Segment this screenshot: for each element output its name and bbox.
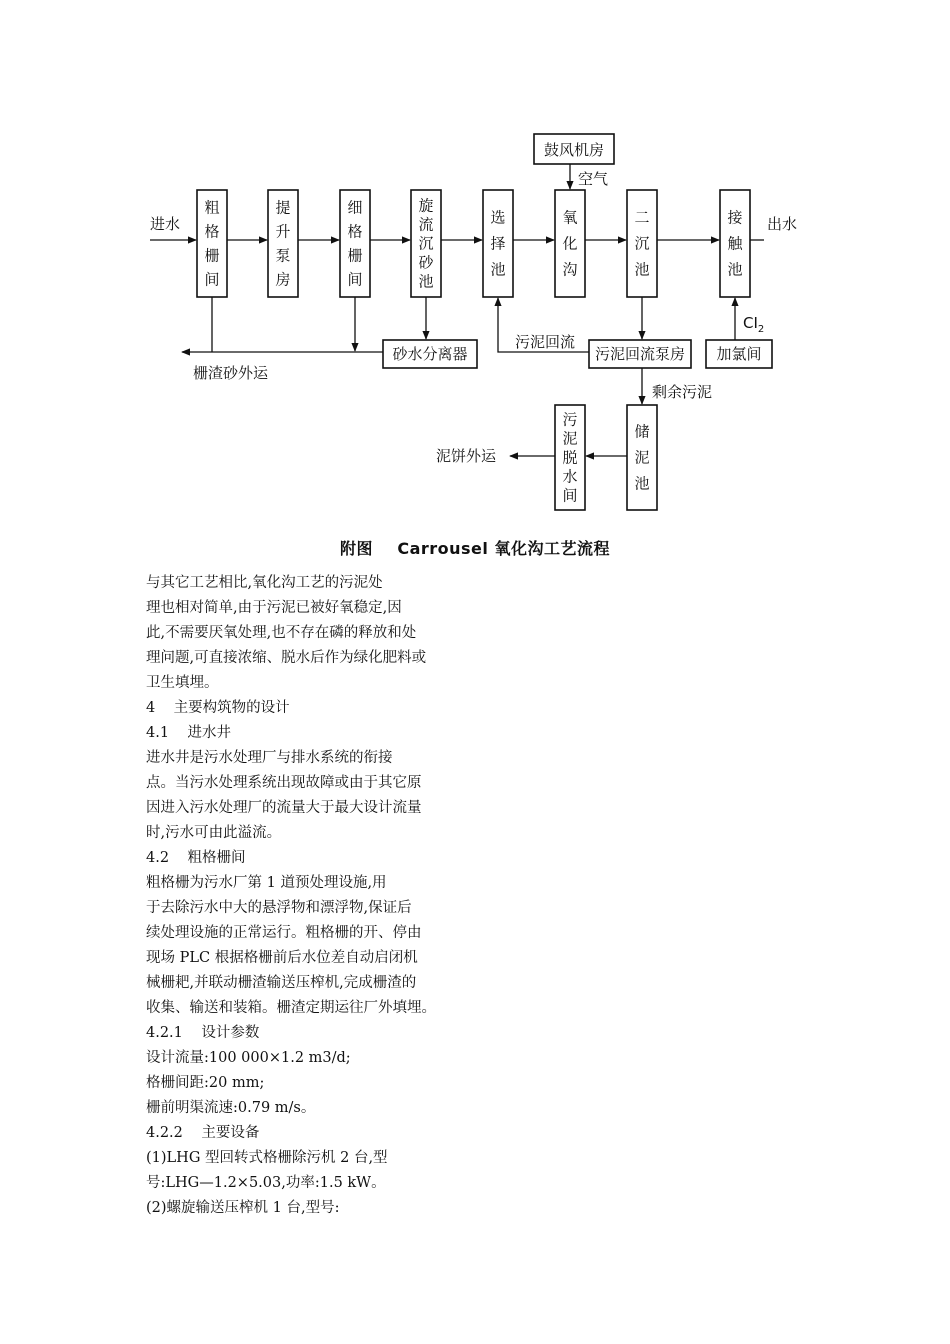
paragraph-line: 栅前明渠流速:0.79 m/s。	[146, 1100, 316, 1116]
figure-caption	[0, 536, 950, 559]
blower-room-label: 鼓风机房	[543, 141, 605, 159]
paragraph-line: 时,污水可由此溢流。	[146, 825, 282, 841]
paragraph-line: 点。当污水处理系统出现故障或由于其它原	[146, 775, 422, 791]
paragraph-line: (2)螺旋输送压榨机 1 台,型号:	[146, 1200, 340, 1216]
chlorine-room-label: 加氯间	[716, 345, 762, 363]
paragraph-line: 此,不需要厌氧处理,也不存在磷的释放和处	[146, 625, 417, 641]
section-heading: 4.2 粗格栅间	[146, 850, 246, 866]
cl2-label: $CI_2$	[743, 314, 765, 335]
paragraph-line: 理问题,可直接浓缩、脱水后作为绿化肥料或	[146, 650, 427, 666]
paragraph-line: 理也相对简单,由于污泥已被好氧稳定,因	[146, 600, 402, 616]
body-text	[146, 571, 866, 1221]
paragraph-line: 格栅间距:20 mm;	[146, 1075, 265, 1091]
caption-title: Carrousel 氧化沟工艺流程	[397, 539, 610, 558]
section-heading: 4 主要构筑物的设计	[146, 700, 290, 716]
vortex-grit-label: 旋流沉砂池	[418, 196, 434, 291]
oxidation-ditch-label: 氧化沟	[562, 208, 578, 279]
paragraph-line: 进水井是污水处理厂与排水系统的衔接	[146, 750, 393, 766]
paragraph-line: 械栅耙,并联动栅渣输送压榨机,完成栅渣的	[146, 975, 417, 991]
coarse-screen-label: 粗格栅间	[204, 198, 220, 289]
sand-separator-label: 砂水分离器	[392, 345, 468, 363]
excess-sludge-label: 剩余污泥	[652, 383, 713, 401]
caption-prefix: 附图	[340, 539, 374, 558]
sludge-storage-label: 储泥池	[634, 422, 650, 493]
sludge-return-label: 污泥回流	[515, 333, 576, 351]
section-heading: 4.2.2 主要设备	[146, 1125, 260, 1141]
lift-pump-label: 提升泵房	[275, 198, 291, 289]
selector-label: 选择池	[490, 208, 506, 279]
screenings-out-label: 栅渣砂外运	[193, 364, 269, 382]
paragraph-line: 与其它工艺相比,氧化沟工艺的污泥处	[146, 575, 383, 591]
paragraph-line: 号:LHG—1.2×5.03,功率:1.5 kW。	[146, 1175, 386, 1191]
section-heading: 4.2.1 设计参数	[146, 1025, 260, 1041]
paragraph-line: 收集、输送和装箱。栅渣定期运往厂外填埋。	[146, 1000, 436, 1016]
outflow-label: 出水	[767, 215, 798, 233]
air-label: 空气	[578, 170, 609, 188]
paragraph-line: 卫生填埋。	[146, 675, 219, 691]
sludge-dewatering-label: 污泥脱水间	[562, 410, 578, 505]
paragraph-line: (1)LHG 型回转式格栅除污机 2 台,型	[146, 1150, 388, 1166]
paragraph-line: 现场 PLC 根据格栅前后水位差自动启闭机	[146, 950, 418, 966]
paragraph-line: 续处理设施的正常运行。粗格栅的开、停由	[146, 925, 422, 941]
cake-out-label: 泥饼外运	[436, 447, 497, 465]
secondary-clarifier-label: 二沉池	[634, 208, 650, 279]
process-flow-diagram	[0, 0, 950, 530]
inflow-label: 进水	[150, 215, 181, 233]
paragraph-line: 于去除污水中大的悬浮物和漂浮物,保证后	[146, 900, 412, 916]
paragraph-line: 设计流量:100 000×1.2 m3/d;	[146, 1050, 351, 1066]
sludge-return-pump-label: 污泥回流泵房	[594, 345, 686, 363]
contact-tank-label: 接触池	[727, 208, 743, 279]
fine-screen-label: 细格栅间	[347, 198, 363, 289]
paragraph-line: 粗格栅为污水厂第 1 道预处理设施,用	[146, 875, 387, 891]
paragraph-line: 因进入污水处理厂的流量大于最大设计流量	[146, 800, 422, 816]
section-heading: 4.1 进水井	[146, 725, 231, 741]
